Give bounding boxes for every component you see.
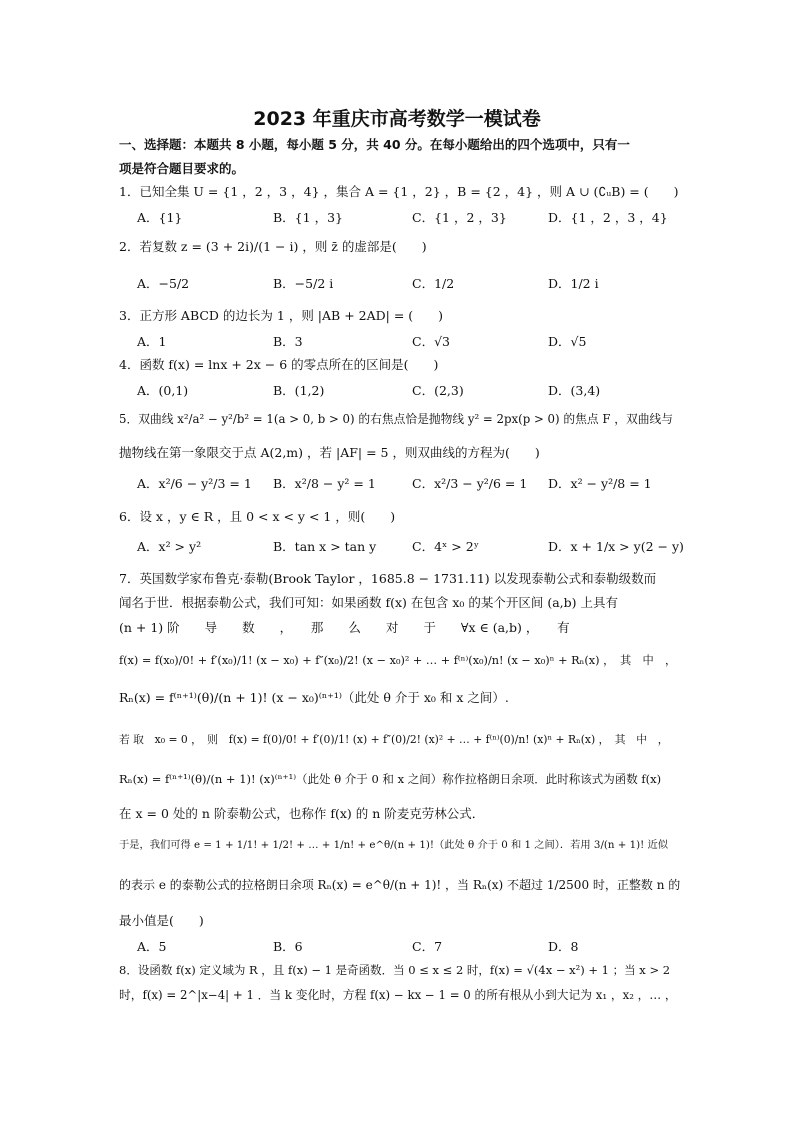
question-7-line-10: 的表示 e 的泰勒公式的拉格朗日余项 Rₙ(x) = e^θ/(n + 1)! ，当 Rₙ(x) 不超过 1/2500 时，正整数 n 的 (119, 878, 681, 892)
q1-option-c[interactable]: C．{1 ，2 ，3} (412, 210, 507, 225)
q6-option-d[interactable]: D．x + 1/x > y(2 − y) (548, 539, 684, 554)
question-7-line-9: 于是，我们可得 e = 1 + 1/1! + 1/2! + … + 1/n! + e^θ/(n + 1)!（此处 θ 介于 0 和 1 之间）．若用 3/(n + 1)! 近似 (119, 839, 668, 851)
question-8-line-2: 时，f(x) = 2^|x−4| + 1 ．当 k 变化时，方程 f(x) − kx − 1 = 0 的所有根从小到大记为 x₁ ，x₂ ，… ， (119, 988, 677, 1002)
q4-option-d[interactable]: D．(3,4) (548, 383, 601, 398)
q7-option-a[interactable]: A．5 (137, 939, 167, 954)
question-7-formula-2: 若 取 x₀ = 0 ， 则 f(x) = f(0)/0! + f′(0)/1! (x) + f″(0)/2! (x)² + … + f⁽ⁿ⁾(0)/n! (x)ⁿ + Rₙ(x) ， 其 中 ， (119, 733, 669, 746)
q3-option-c[interactable]: C．√3 (412, 334, 450, 349)
q3-option-a[interactable]: A．1 (137, 334, 167, 349)
question-7-line-11: 最小值是( ) (119, 913, 204, 928)
q2-option-b[interactable]: B．−5/2 i (273, 276, 334, 291)
question-7-formula-1: f(x) = f(x₀)/0! + f′(x₀)/1! (x − x₀) + f″(x₀)/2! (x − x₀)² + … + f⁽ⁿ⁾(x₀)/n! (x − x₀)ⁿ + Rₙ(x) ， 其 中 ， (119, 654, 677, 667)
question-5-stem: 5．双曲线 x²/a² − y²/b² = 1(a > 0, b > 0) 的右焦点恰是抛物线 y² = 2px(p > 0) 的焦点 F ，双曲线与 (119, 412, 673, 426)
question-7-line-3: (n + 1) 阶 导 数 ， 那 么 对 于 ∀x ∈ (a,b) ， 有 (119, 620, 570, 635)
question-7-remainder-1: Rₙ(x) = f⁽ⁿ⁺¹⁾(θ)/(n + 1)! (x − x₀)⁽ⁿ⁺¹⁾（此处 θ 介于 x₀ 和 x 之间）. (119, 690, 509, 705)
question-7-line-2: 闻名于世．根据泰勒公式，我们可知：如果函数 f(x) 在包含 x₀ 的某个开区间 (a,b) 上具有 (119, 595, 619, 610)
q6-option-b[interactable]: B．tan x > tan y (273, 539, 377, 554)
section-heading: 一、选择题：本题共 8 小题，每小题 5 分，共 40 分。在每小题给出的四个选项中，只有一 (119, 137, 630, 152)
question-1-stem: 1．已知全集 U = {1 ，2 ，3 ，4} ，集合 A = {1 ，2} ，B = {2 ，4} ，则 A ∪ (∁ᵤB) = ( ) (119, 184, 679, 199)
q4-option-c[interactable]: C．(2,3) (412, 383, 464, 398)
q5-option-d[interactable]: D．x² − y²/8 = 1 (548, 476, 652, 491)
q1-option-b[interactable]: B．{1 ，3} (273, 210, 343, 225)
q4-option-a[interactable]: A．(0,1) (137, 383, 189, 398)
q1-option-d[interactable]: D．{1 ，2 ，3 ，4} (548, 210, 668, 225)
question-8-line-1: 8．设函数 f(x) 定义域为 R ，且 f(x) − 1 是奇函数．当 0 ≤ x ≤ 2 时，f(x) = √(4x − x²) + 1 ；当 x > 2 (119, 963, 671, 977)
page-title: 2023 年重庆市高考数学一模试卷 (253, 108, 541, 130)
question-6-stem: 6．设 x ，y ∈ R ，且 0 < x < y < 1 ，则( ) (119, 509, 396, 524)
q5-option-b[interactable]: B．x²/8 − y² = 1 (273, 476, 376, 491)
question-5-stem-cont: 抛物线在第一象限交于点 A(2,m) ，若 |AF| = 5 ，则双曲线的方程为( ) (119, 445, 540, 460)
q2-option-c[interactable]: C．1/2 (412, 276, 455, 291)
q6-option-c[interactable]: C．4ˣ > 2ʸ (412, 539, 479, 554)
section-heading-cont: 项是符合题目要求的。 (119, 161, 245, 176)
q1-option-a[interactable]: A．{1} (137, 210, 183, 225)
q2-option-a[interactable]: A．−5/2 (137, 276, 190, 291)
q4-option-b[interactable]: B．(1,2) (273, 383, 325, 398)
question-7-line-8: 在 x = 0 处的 n 阶泰勒公式，也称作 f(x) 的 n 阶麦克劳林公式． (119, 806, 485, 821)
question-3-stem: 3．正方形 ABCD 的边长为 1 ，则 |AB + 2AD| = ( ) (119, 308, 444, 323)
q7-option-b[interactable]: B．6 (273, 939, 303, 954)
q3-option-b[interactable]: B．3 (273, 334, 303, 349)
question-7-line-1: 7．英国数学家布鲁克·泰勒(Brook Taylor ，1685.8 − 1731.11) 以发现泰勒公式和泰勒级数而 (119, 571, 657, 586)
q5-option-c[interactable]: C．x²/3 − y²/6 = 1 (412, 476, 528, 491)
question-2-stem: 2．若复数 z = (3 + 2i)/(1 − i) ，则 z̄ 的虚部是( ) (119, 239, 427, 254)
question-7-remainder-2: Rₙ(x) = f⁽ⁿ⁺¹⁾(θ)/(n + 1)! (x)⁽ⁿ⁺¹⁾（此处 θ 介于 0 和 x 之间）称作拉格朗日余项．此时称该式为函数 f(x) (119, 772, 662, 786)
q3-option-d[interactable]: D．√5 (548, 334, 587, 349)
q6-option-a[interactable]: A．x² > y² (137, 539, 202, 554)
q7-option-c[interactable]: C．7 (412, 939, 443, 954)
question-4-stem: 4．函数 f(x) = lnx + 2x − 6 的零点所在的区间是( ) (119, 357, 439, 372)
q2-option-d[interactable]: D．1/2 i (548, 276, 599, 291)
q5-option-a[interactable]: A．x²/6 − y²/3 = 1 (137, 476, 252, 491)
q7-option-d[interactable]: D．8 (548, 939, 579, 954)
